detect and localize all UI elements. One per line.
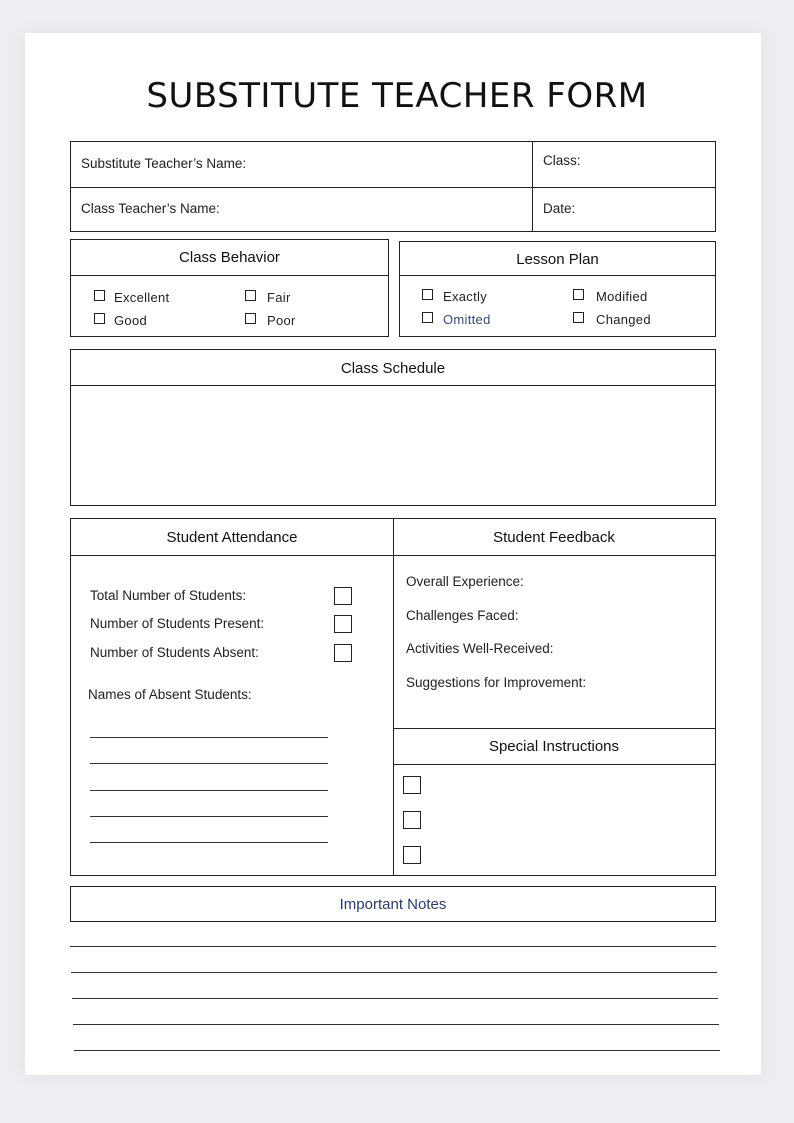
- exactly-checkbox[interactable]: [422, 289, 433, 300]
- notes-line[interactable]: [72, 998, 718, 999]
- important-notes-title: Important Notes: [339, 896, 447, 913]
- date-label: Date:: [543, 201, 576, 216]
- fair-option-label: Fair: [267, 290, 291, 305]
- form-title: SUBSTITUTE TEACHER FORM: [146, 76, 648, 116]
- modified-checkbox[interactable]: [573, 289, 584, 300]
- lesson-plan-section: [399, 241, 716, 337]
- student-attendance-title: Student Attendance: [166, 529, 298, 546]
- student-feedback-title: Student Feedback: [493, 529, 615, 546]
- omitted-option-label: Omitted: [443, 312, 491, 327]
- fair-checkbox[interactable]: [245, 290, 256, 301]
- total-students-label: Total Number of Students:: [90, 588, 247, 603]
- poor-checkbox[interactable]: [245, 313, 256, 324]
- header-fields-table: [70, 141, 716, 232]
- students-present-box[interactable]: [334, 615, 352, 633]
- section-divider: [393, 728, 715, 729]
- notes-line[interactable]: [73, 1024, 719, 1025]
- excellent-checkbox[interactable]: [94, 290, 105, 301]
- total-students-box[interactable]: [334, 587, 352, 605]
- class-behavior-title: Class Behavior: [179, 249, 280, 266]
- students-absent-box[interactable]: [334, 644, 352, 662]
- special-instruction-checkbox[interactable]: [403, 776, 421, 794]
- lesson-plan-title: Lesson Plan: [516, 251, 599, 268]
- section-divider: [71, 275, 388, 276]
- absent-name-line[interactable]: [90, 737, 328, 738]
- class-label: Class:: [543, 153, 581, 168]
- changed-checkbox[interactable]: [573, 312, 584, 323]
- students-present-label: Number of Students Present:: [90, 616, 265, 631]
- class-teacher-name-label: Class Teacher’s Name:: [81, 201, 220, 216]
- block-column-divider: [393, 519, 394, 875]
- header-column-divider: [532, 142, 533, 231]
- modified-option-label: Modified: [596, 289, 648, 304]
- header-divider: [71, 187, 715, 188]
- section-divider: [71, 555, 715, 556]
- special-instruction-checkbox[interactable]: [403, 846, 421, 864]
- exactly-option-label: Exactly: [443, 289, 488, 304]
- good-checkbox[interactable]: [94, 313, 105, 324]
- special-instruction-checkbox[interactable]: [403, 811, 421, 829]
- class-behavior-section: [70, 239, 389, 337]
- suggestions-label: Suggestions for Improvement:: [406, 675, 587, 690]
- good-option-label: Good: [114, 313, 148, 328]
- class-schedule-title: Class Schedule: [340, 360, 446, 377]
- activities-well-received-label: Activities Well-Received:: [406, 641, 554, 656]
- special-instructions-title: Special Instructions: [488, 738, 620, 755]
- notes-line[interactable]: [70, 946, 716, 947]
- changed-option-label: Changed: [596, 312, 651, 327]
- notes-line[interactable]: [71, 972, 717, 973]
- students-absent-label: Number of Students Absent:: [90, 645, 259, 660]
- section-divider: [400, 275, 715, 276]
- absent-name-line[interactable]: [90, 790, 328, 791]
- absent-name-line[interactable]: [90, 816, 328, 817]
- omitted-checkbox[interactable]: [422, 312, 433, 323]
- overall-experience-label: Overall Experience:: [406, 574, 524, 589]
- excellent-option-label: Excellent: [114, 290, 170, 305]
- section-divider: [393, 764, 715, 765]
- substitute-name-label: Substitute Teacher’s Name:: [81, 156, 247, 171]
- challenges-faced-label: Challenges Faced:: [406, 608, 519, 623]
- absent-name-line[interactable]: [90, 842, 328, 843]
- important-notes-header: [70, 886, 716, 922]
- poor-option-label: Poor: [267, 313, 296, 328]
- absent-name-line[interactable]: [90, 763, 328, 764]
- notes-line[interactable]: [74, 1050, 720, 1051]
- absent-names-label: Names of Absent Students:: [88, 687, 252, 702]
- class-schedule-area[interactable]: [72, 386, 714, 504]
